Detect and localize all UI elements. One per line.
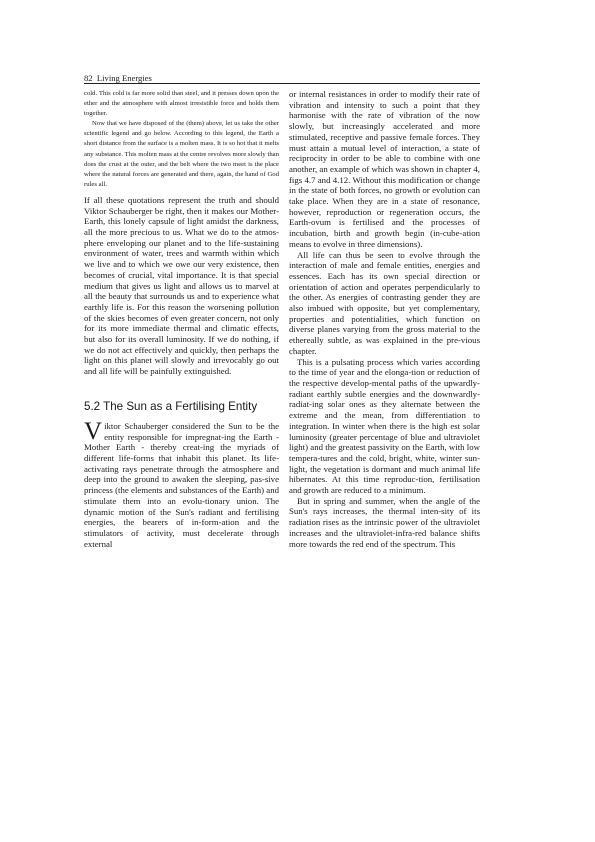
page-number: 82 bbox=[84, 73, 93, 83]
right-column bbox=[289, 89, 480, 549]
section-paragraph bbox=[84, 417, 279, 549]
block-quote bbox=[84, 89, 279, 190]
quote-paragraph: Now that we have disposed of the (them) above, let us take the other scientific legend and go below. According to this legend, the Earth a short distance from the surface is a molten mass. It is so hot that it melts any substance. This molten mass at the centre revolves more slowly than does the crust at the outer, and the belt where the two meet is the place where the natural forces are generated and there, again, the hand of God rules all. bbox=[84, 120, 279, 188]
quote-paragraph: cold. This cold is far more solid than steel, and it presses down upon the ether and the atmosphere with almost irresistible force and holds them together. bbox=[84, 90, 279, 118]
body-paragraph: But in spring and summer, when the angle of the Sun's rays increases, the thermal inten-sity of its radiation rises as the intrinsic power of the ultraviolet increases and the ultraviolet-infra-red balance shifts more towards the red end of the spectrum. This bbox=[289, 495, 480, 549]
body-paragraph: or internal resistances in order to modify their rate of vibration and intensity to such a point that they harmonise with the rate of vibration of the now slowly, but increasingly accelerated and more stimulated, receptive and passive female forces. They must attain a mutual level of interaction, a state of reciprocity in order to be able to combine with one another, an example of which was shown in chapter 4, figs 4.7 and 4.12. Without this modification or change in the state of both forces, no growth or evolution can take place. When they are in a state of resonance, however, reproduction or regeneration occurs, the Earth-ovum is fertilised and the processes of incubation, birth and growth begin (in-cube-ation means to evolve in three dimensions). bbox=[289, 89, 480, 249]
left-column bbox=[84, 89, 279, 549]
running-title: Living Energies bbox=[96, 73, 152, 83]
section-paragraph-text: iktor Schauberger considered the Sun to be the entity responsible for impregnat-ing the Earth - Mother Earth - thereby creat-ing the myriads of different life-forms that inhabit this planet. Its life-activating rays penetrate through the atmosphere and deep into the ground to awaken the sleeping, pas-sive princess (the elements and substances of the Earth) and stimulate them into an evolu-tionary union. The dynamic motion of the Sun's radiant and fertilising energies, the bearers of in-form-ation and the stimulators of activity, must decelerate through external bbox=[84, 420, 279, 549]
drop-cap: V bbox=[84, 417, 103, 445]
body-paragraph: If all these quotations represent the truth and should Viktor Schauberger be right, then it makes our Mother-Earth, this lonely capsule of light amidst the darkness, all the more precious to us. What we do to the atmos-phere enveloping our planet and to the life-sustaining environment of water, trees and warmth within which we live and to which we owe our very existence, then becomes of crucial, vital importance. It is that special medium that gives us light and allows us to marvel at all the beauty that surrounds us and to experience what earthly life is. For this reason the worsening pollution of the skies becomes of even greater concern, not only for its more immediate thermal and climatic effects, but also for its overall luminosity. If we do nothing, if we do not act effectively and quickly, then perhaps the light on this planet will slowly and irrevocably go out and all life will be painfully extinguished. bbox=[84, 194, 279, 377]
running-header bbox=[84, 73, 480, 83]
header-rule bbox=[84, 83, 480, 84]
body-paragraph: All life can thus be seen to evolve through the interaction of male and female entities, energies and essences. Each has its own special direction or orientation of action and operates perpendicularly to the other. As energies of contrasting gender they are also imbued with opposite, but yet complementary, properties and potentialities, which function on diverse planes varying from the gross material to the ethereally subtle, as was explained in the pre-vious chapter. bbox=[289, 249, 480, 356]
body-paragraph: This is a pulsating process which varies according to the time of year and the elonga-tion or reduction of the respective develop-mental paths of the upwardly-radiant earthly subtle energies and the downwardly-radiat-ing solar ones as they alternate between the extreme and the mean, from differentiation to integration. In winter when there is the high est solar luminosity (greater percentage of blue and ultraviolet light) and the greatest passivity on the Earth, with low tempera-tures and the cold, bright, white, winter sun-light, the vegetation is dormant and much animal life hibernates. At this time reproduc-tion, fertilisation and growth are reduced to a minimum. bbox=[289, 356, 480, 496]
section-title: 5.2 The Sun as a Fertilising Entity bbox=[84, 399, 258, 413]
